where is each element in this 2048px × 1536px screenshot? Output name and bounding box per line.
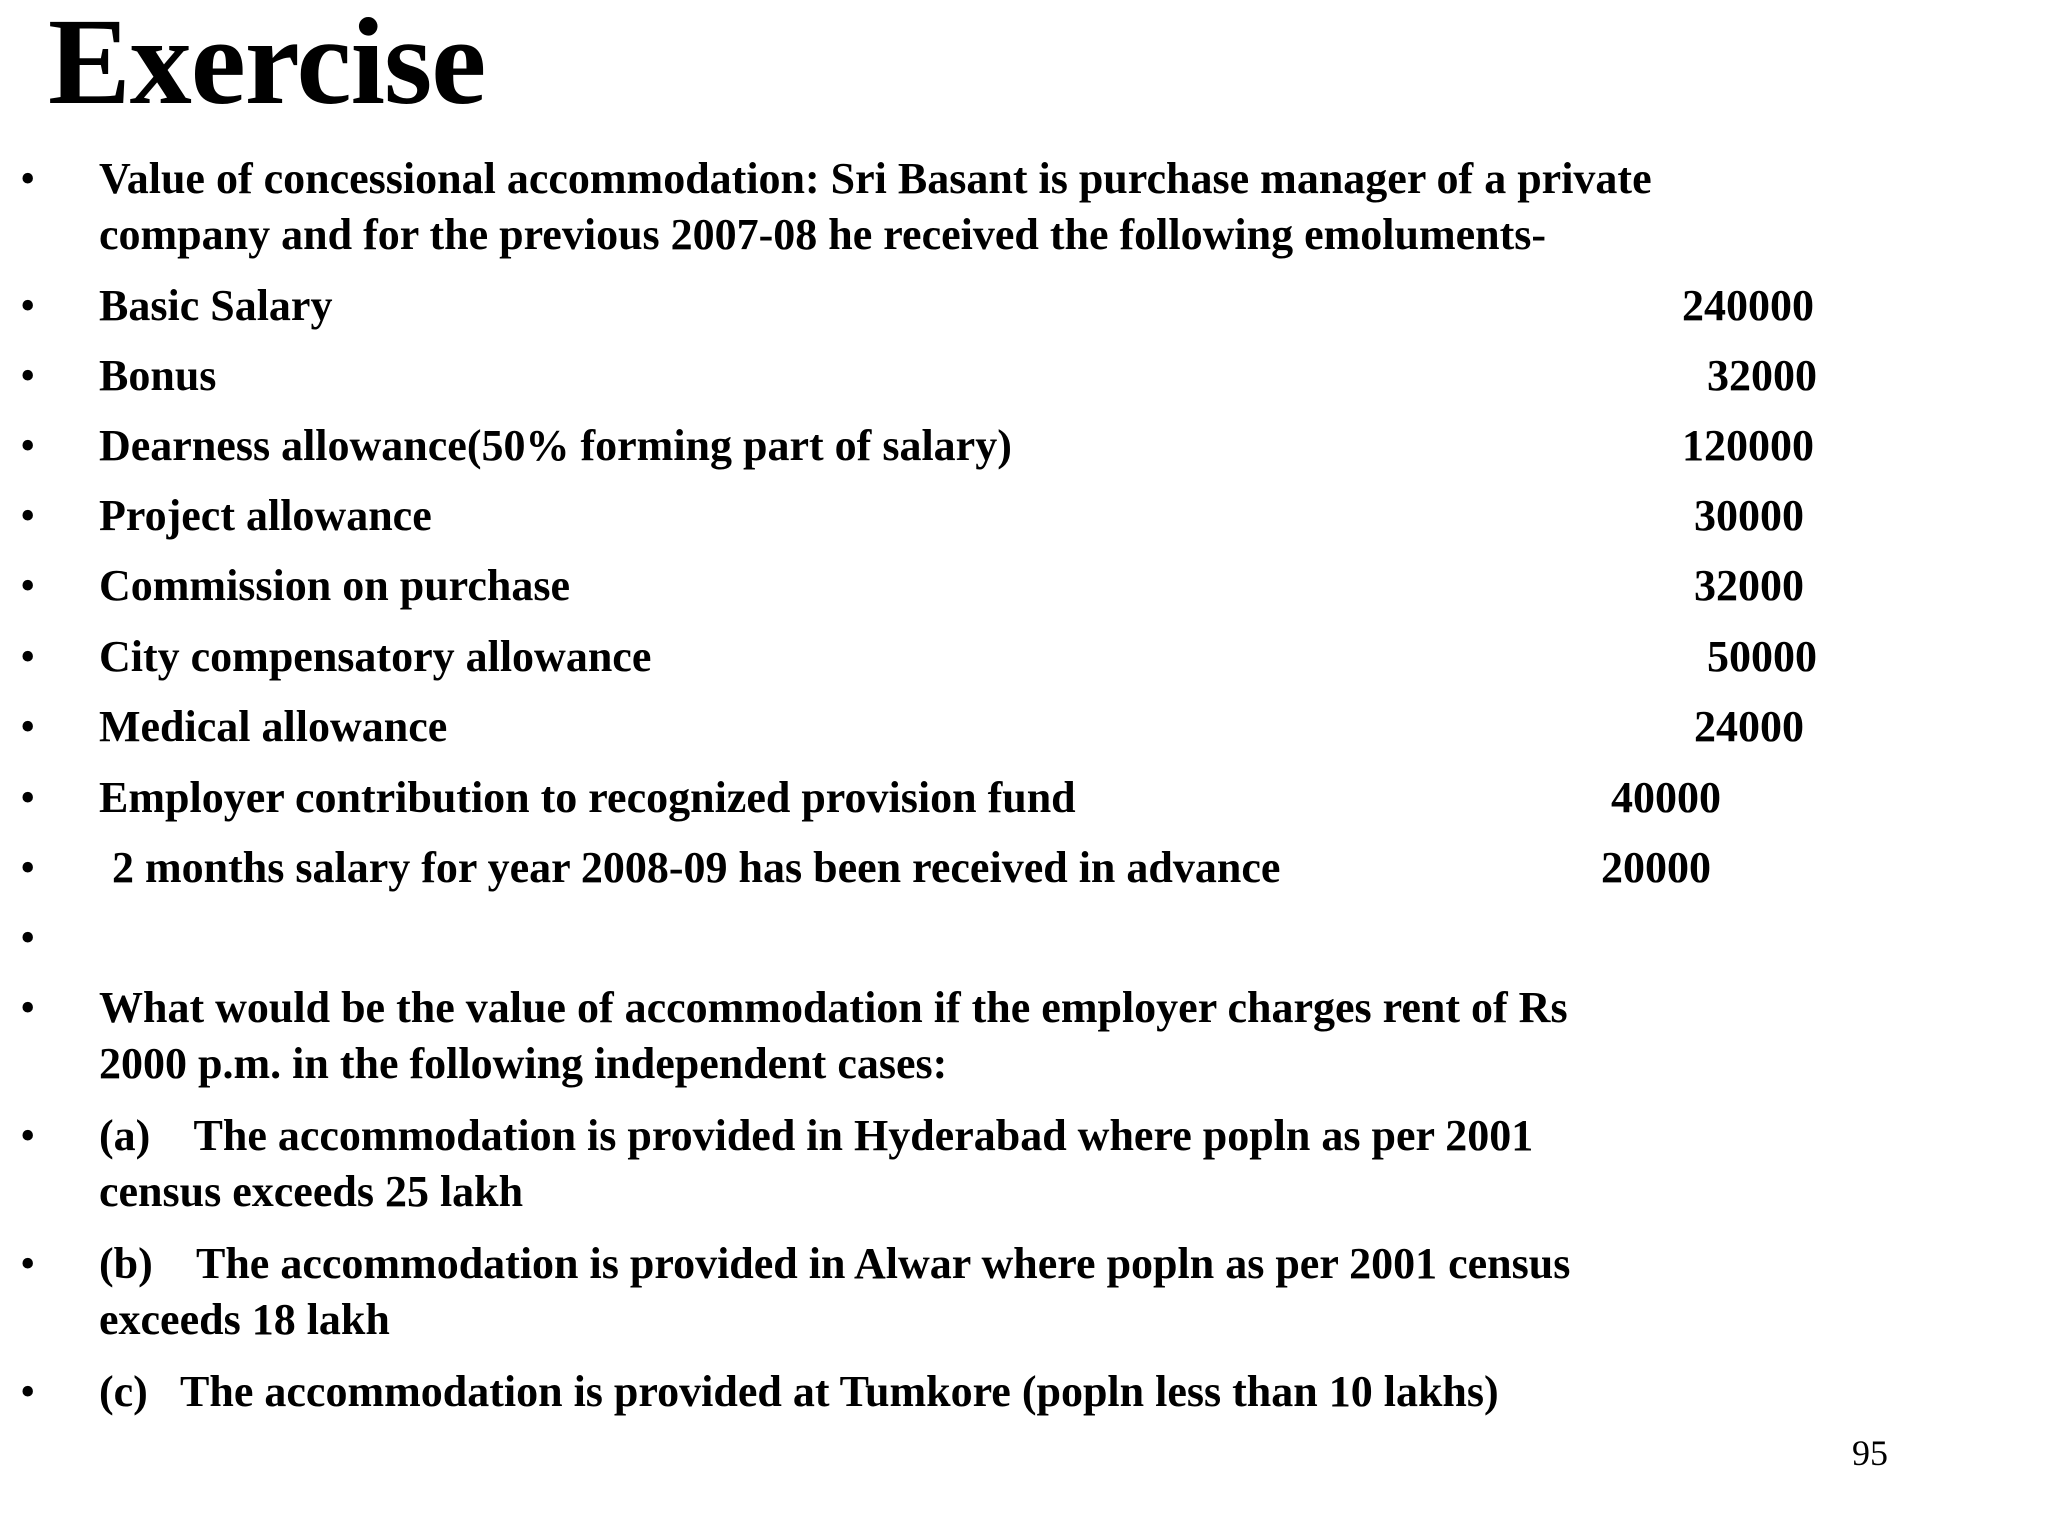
intro-line-2: company and for the previous 2007-08 he received the following emoluments- (99, 210, 1547, 259)
question-line-1: What would be the value of accommodation if the employer charges rent of Rs (99, 983, 1568, 1032)
emolument-label: Basic Salary (99, 281, 333, 330)
bullet-icon: • (20, 1367, 36, 1416)
bullet-icon: • (20, 561, 36, 610)
bullet-icon: • (20, 632, 36, 681)
emolument-label: Commission on purchase (99, 561, 571, 610)
emolument-label: 2 months salary for year 2008-09 has been received in advance (112, 843, 1281, 892)
case-line-2: census exceeds 25 lakh (99, 1167, 524, 1216)
intro-line-1: Value of concessional accommodation: Sri Basant is purchase manager of a private (99, 154, 1652, 203)
bullet-icon: • (20, 843, 36, 892)
case-line-1: (b) The accommodation is provided in Alwar where popln as per 2001 census (99, 1239, 1571, 1288)
emolument-label: Employer contribution to recognized provision fund (99, 773, 1076, 822)
case-line-1: (c) The accommodation is provided at Tumkore (popln less than 10 lakhs) (99, 1367, 1499, 1416)
emolument-amount: 50000 (1707, 632, 1817, 681)
emolument-amount: 20000 (1601, 843, 1711, 892)
bullet-icon: • (20, 281, 36, 330)
emolument-amount: 30000 (1694, 491, 1804, 540)
emolument-amount: 120000 (1682, 421, 1814, 470)
bullet-icon: • (20, 913, 36, 962)
emolument-amount: 240000 (1682, 281, 1814, 330)
emolument-label: City compensatory allowance (99, 632, 652, 681)
case-line-2: exceeds 18 lakh (99, 1295, 390, 1344)
bullet-icon: • (20, 421, 36, 470)
emolument-label: Dearness allowance(50% forming part of salary) (99, 421, 1012, 470)
bullet-icon: • (20, 351, 36, 400)
case-line-1: (a) The accommodation is provided in Hyderabad where popln as per 2001 (99, 1111, 1534, 1160)
bullet-icon: • (20, 491, 36, 540)
question-line-2: 2000 p.m. in the following independent cases: (99, 1039, 948, 1088)
emolument-label: Bonus (99, 351, 217, 400)
slide-title: Exercise (48, 0, 486, 130)
bullet-icon: • (20, 1239, 36, 1288)
bullet-icon: • (20, 702, 36, 751)
emolument-amount: 24000 (1694, 702, 1804, 751)
bullet-icon: • (20, 773, 36, 822)
emolument-amount: 32000 (1707, 351, 1817, 400)
page-number: 95 (1852, 1433, 1888, 1473)
bullet-icon: • (20, 983, 36, 1032)
emolument-amount: 32000 (1694, 561, 1804, 610)
bullet-icon: • (20, 154, 36, 203)
emolument-label: Medical allowance (99, 702, 448, 751)
emolument-amount: 40000 (1611, 773, 1721, 822)
bullet-icon: • (20, 1111, 36, 1160)
emolument-label: Project allowance (99, 491, 432, 540)
